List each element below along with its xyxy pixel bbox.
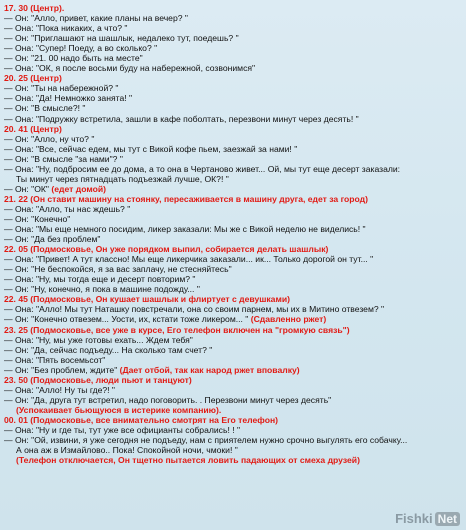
remark-text: (Сдавленно ржет) [250,314,327,325]
line-text: — Она: "Да! Немножко занята! " [4,93,133,104]
line-text: — Он: "В смысле?! " [4,103,86,114]
line-text: — Он: "21. 00 надо быть на месте" [4,53,143,64]
line-text: (Телефон отключается, Он тщетно пытается ловить падающих от смеха друзей) [16,455,360,466]
line-text: — Она: "Алло! Ну ты где?! " [4,384,115,395]
line-text: — Он: "Ну, конечно, я пока в машине подожду... " [4,284,200,295]
line-text: — Он: "Не беспокойся, я за вас заплачу, не стесняйтесь" [4,264,232,275]
line-text: — Она: "Алло! Мы тут Наташку повстречали, она со своим парнем, мы их в Митино отвезем? " [4,304,385,315]
line-text: Ты минут через пятнадцать подъезжай лучше, ОК?! " [16,173,229,184]
dialogue-line [4,435,464,445]
timestamp-heading [4,244,464,254]
line-text: 23. 50 (Подмосковье, люди пьют и танцуют) [4,374,192,385]
dialogue-line [4,134,464,144]
line-text: — Она: "Ну и где ты, тут уже все официанты собрались! ! " [4,424,241,435]
line-text: — Она: "Пока никаких, а что? " [4,23,128,34]
line-text: — Она: "Все, сейчас едем, мы тут с Викой кофе пьем, заезжай за нами! " [4,143,298,154]
line-text: 21. 22 (Он ставит машину на стоянку, пересаживается в машину друга, едет за город) [4,193,369,204]
remark-text: (едет домой) [51,183,106,194]
dialogue-line [4,314,464,324]
line-text: 00. 01 (Подмосковье, все внимательно смотрят на Его телефон) [4,414,279,425]
dialogue-line [4,365,464,375]
line-text: А она аж в Измайлово.. Пока! Спокойной ночи, чмоки! " [16,445,238,456]
line-text: 20. 25 (Центр) [4,73,62,84]
dialogue-line [4,63,464,73]
line-text: — Он: "Конечно отвезем... Уости, их, кстати тоже ликером... " [4,314,251,325]
line-text: — Он: "Ой, извини, я уже сегодня не подъеду, нам с приятелем нужно срочно выгулять его собачку... [4,435,408,446]
line-text: 22. 45 (Подмосковье, Он кушает шашлык и флиртует с девушками) [4,294,290,305]
dialogue-line [4,234,464,244]
dialogue-line [4,13,464,23]
dialogue-line [4,43,464,53]
line-text: — Она: "Привет! А тут классно! Мы еще ликерчика заказали... ик... Только дорогой он тут... " [4,254,374,265]
line-text: — Она: "Алло, ты нас ждешь? " [4,203,131,214]
timestamp-heading [4,405,464,415]
line-text: — Она: "Подружку встретила, зашли в кафе поболтать, перезвони минут через десять! " [4,113,359,124]
timestamp-heading [4,294,464,304]
dialogue-line [4,214,464,224]
line-text: — Он: "Да, сейчас подъеду... На сколько там счет? " [4,344,213,355]
line-text: 20. 41 (Центр) [4,123,62,134]
fishki-net-watermark [395,511,460,526]
line-text: — Она: "ОК, я после восьми буду на набережной, созвонимся" [4,63,256,74]
line-text: — Она: "Ну, подбросим ее до дома, а то она в Чертаново живет... Ой, мы тут еще десерт заказали: [4,163,401,174]
line-text: — Он: "Конечно" [4,213,71,224]
dialogue-line [4,264,464,274]
line-text: — Он: "Ты на набережной? " [4,83,119,94]
dialogue-line [4,335,464,345]
line-text: — Он: "В смысле "за нами"? " [4,153,123,164]
line-text: — Он: "Да без проблем" [4,234,101,245]
timestamp-heading [4,415,464,425]
line-text: (Успокаивает бьющуюся в истерике компанию). [16,404,222,415]
line-text: — Она: "Мы еще немного посидим, ликер заказали: Мы же с Викой неделю не виделись! " [4,224,366,235]
dialogue-line [4,274,464,284]
line-text: — Она: "Супер! Поеду, а во сколько? " [4,43,158,54]
line-text: 17. 30 (Центр). [4,3,65,13]
dialogue-line [4,114,464,124]
dialogue-line [4,204,464,214]
dialogue-line [4,345,464,355]
line-text: — Она: "Пять восемьсот" [4,354,106,365]
line-text: 22. 05 (Подмосковье, Он уже порядком выпил, собирается делать шашлык) [4,244,329,255]
dialogue-line [4,224,464,234]
timestamp-heading [4,124,464,134]
dialogue-line [4,254,464,264]
timestamp-heading [4,73,464,83]
timestamp-heading [4,455,464,465]
dialogue-line [4,425,464,435]
line-text: — Он: "Алло, ну что? " [4,133,95,144]
dialogue-line [4,53,464,63]
dialogue-line [4,144,464,154]
dialogue-line [4,93,464,103]
dialogue-line [4,355,464,365]
dialogue-line [4,174,464,184]
line-text: — Он: "Да, друга тут встретил, надо поговорить. . Перезвони минут через десять" [4,394,332,405]
timestamp-heading [4,375,464,385]
line-text: — Он: "Алло, привет, какие планы на вечер? " [4,13,188,24]
dialogue-line [4,154,464,164]
line-text: — Она: "Ну, мы уже готовы ехать... Ждем тебя" [4,334,193,345]
dialogue-line [4,304,464,314]
line-text: — Он: "Приглашают на шашлык, недалеко тут, поедешь? " [4,33,239,44]
remark-text: (Дает отбой, так как народ ржет вповалку) [119,364,300,375]
dialogue-line [4,23,464,33]
timestamp-heading [4,3,464,13]
dialogue-line [4,164,464,174]
line-text: — Он: "ОК" [4,183,52,194]
timestamp-heading [4,325,464,335]
dialogue-line [4,385,464,395]
dialogue-line [4,33,464,43]
dialogue-line [4,184,464,194]
dialogue-line [4,395,464,405]
dialogue-line [4,103,464,113]
line-text: 23. 25 (Подмосковье, все уже в курсе, Его телефон включен на "громкую связь") [4,324,350,335]
watermark-brand: Fishki [395,511,433,526]
dialogue-line [4,284,464,294]
timestamp-heading [4,194,464,204]
line-text: — Он: "Без проблем, ждите" [4,364,120,375]
story-text [4,3,464,465]
watermark-suffix: Net [435,512,460,526]
line-text: — Она: "Ну, мы тогда еще и десерт повторим? " [4,274,196,285]
dialogue-line [4,83,464,93]
dialogue-line [4,445,464,455]
